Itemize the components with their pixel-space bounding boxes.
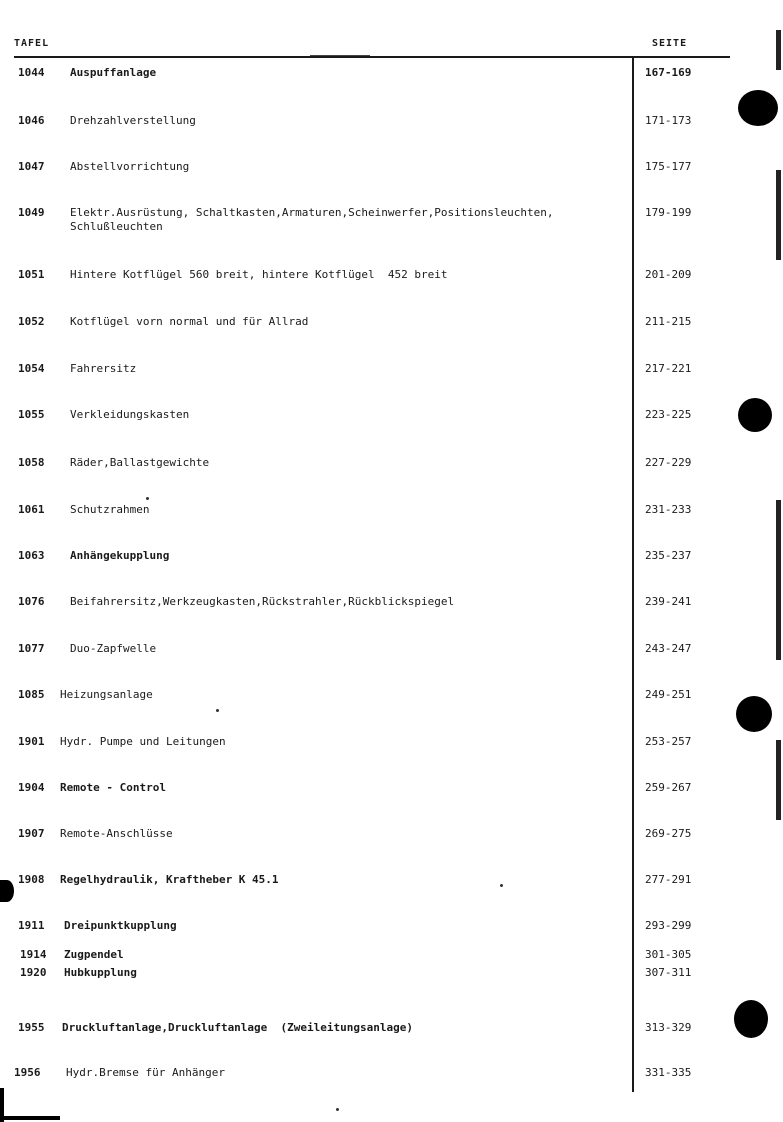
section-title: Hydr. Pumpe und Leitungen (60, 735, 226, 748)
table-number: 1044 (18, 66, 45, 79)
table-number: 1956 (14, 1066, 41, 1079)
table-number: 1047 (18, 160, 45, 173)
table-number: 1955 (18, 1021, 45, 1034)
page-column-divider (632, 58, 634, 1092)
scan-speck (500, 884, 503, 887)
bleed-through (776, 500, 781, 660)
scan-speck (336, 1108, 339, 1111)
page-range: 179-199 (645, 206, 692, 219)
section-title: Regelhydraulik, Kraftheber K 45.1 (60, 873, 279, 886)
scan-edge (0, 1116, 60, 1120)
page-range: 231-233 (645, 503, 692, 516)
section-title: Auspuffanlage (70, 66, 157, 79)
section-title: Hubkupplung (64, 966, 137, 979)
page-range: 331-335 (645, 1066, 692, 1079)
table-number: 1049 (18, 206, 45, 219)
table-number: 1052 (18, 315, 45, 328)
punch-hole (734, 1000, 768, 1038)
scan-speck (216, 709, 219, 712)
page-range: 201-209 (645, 268, 692, 281)
table-number: 1061 (18, 503, 45, 516)
header-rule (14, 56, 730, 58)
section-title: Drehzahlverstellung (70, 114, 196, 127)
page-range: 243-247 (645, 642, 692, 655)
page-range: 171-173 (645, 114, 692, 127)
page-range: 175-177 (645, 160, 692, 173)
section-title: Heizungsanlage (60, 688, 153, 701)
table-number: 1911 (18, 919, 45, 932)
bleed-through (776, 740, 781, 820)
table-number: 1077 (18, 642, 45, 655)
page-range: 235-237 (645, 549, 692, 562)
page-range: 269-275 (645, 827, 692, 840)
section-title: Druckluftanlage,Druckluftanlage (Zweileitungsanlage) (62, 1021, 413, 1034)
punch-hole (738, 90, 778, 126)
page-range: 259-267 (645, 781, 692, 794)
table-number: 1058 (18, 456, 45, 469)
table-number: 1908 (18, 873, 45, 886)
column-header-table: TAFEL (14, 38, 50, 49)
table-number: 1914 (20, 948, 47, 961)
table-number: 1076 (18, 595, 45, 608)
bleed-through (776, 170, 781, 260)
table-number: 1085 (18, 688, 45, 701)
section-title: Fahrersitz (70, 362, 137, 375)
page-range: 249-251 (645, 688, 692, 701)
section-title: Zugpendel (64, 948, 124, 961)
section-title: Remote - Control (60, 781, 166, 794)
table-number: 1907 (18, 827, 45, 840)
section-title: Elektr.Ausrüstung, Schaltkasten,Armaturen,Scheinwerfer,Positionsleuchten, Schlußleuchten (70, 206, 554, 233)
table-number: 1063 (18, 549, 45, 562)
punch-hole (736, 696, 772, 732)
table-number: 1054 (18, 362, 45, 375)
section-title: Remote-Anschlüsse (60, 827, 173, 840)
section-title: Hintere Kotflügel 560 breit, hintere Kotflügel 452 breit (70, 268, 448, 281)
header-rule-mark (310, 55, 370, 56)
table-number: 1904 (18, 781, 45, 794)
page-range: 223-225 (645, 408, 692, 421)
section-title: Räder,Ballastgewichte (70, 456, 210, 469)
section-title: Duo-Zapfwelle (70, 642, 157, 655)
page-range: 277-291 (645, 873, 692, 886)
section-title: Hydr.Bremse für Anhänger (66, 1066, 225, 1079)
page-range: 167-169 (645, 66, 692, 79)
table-number: 1920 (20, 966, 47, 979)
table-number: 1051 (18, 268, 45, 281)
scan-speck (146, 497, 149, 500)
section-title: Abstellvorrichtung (70, 160, 190, 173)
punch-hole (738, 398, 772, 432)
bleed-through (776, 30, 781, 70)
page-range: 313-329 (645, 1021, 692, 1034)
section-title: Kotflügel vorn normal und für Allrad (70, 315, 309, 328)
section-title: Anhängekupplung (70, 549, 170, 562)
section-title: Schutzrahmen (70, 503, 150, 516)
section-title: Verkleidungskasten (70, 408, 190, 421)
page-range: 301-305 (645, 948, 692, 961)
page-range: 253-257 (645, 735, 692, 748)
table-number: 1901 (18, 735, 45, 748)
column-header-page: SEITE (652, 38, 688, 49)
page-range: 217-221 (645, 362, 692, 375)
section-title: Beifahrersitz,Werkzeugkasten,Rückstrahler,Rückblickspiegel (70, 595, 455, 608)
page-range: 293-299 (645, 919, 692, 932)
table-number: 1046 (18, 114, 45, 127)
page-range: 239-241 (645, 595, 692, 608)
page-range: 211-215 (645, 315, 692, 328)
scan-edge (0, 880, 14, 902)
section-title: Dreipunktkupplung (64, 919, 177, 932)
page-range: 227-229 (645, 456, 692, 469)
page-range: 307-311 (645, 966, 692, 979)
table-number: 1055 (18, 408, 45, 421)
